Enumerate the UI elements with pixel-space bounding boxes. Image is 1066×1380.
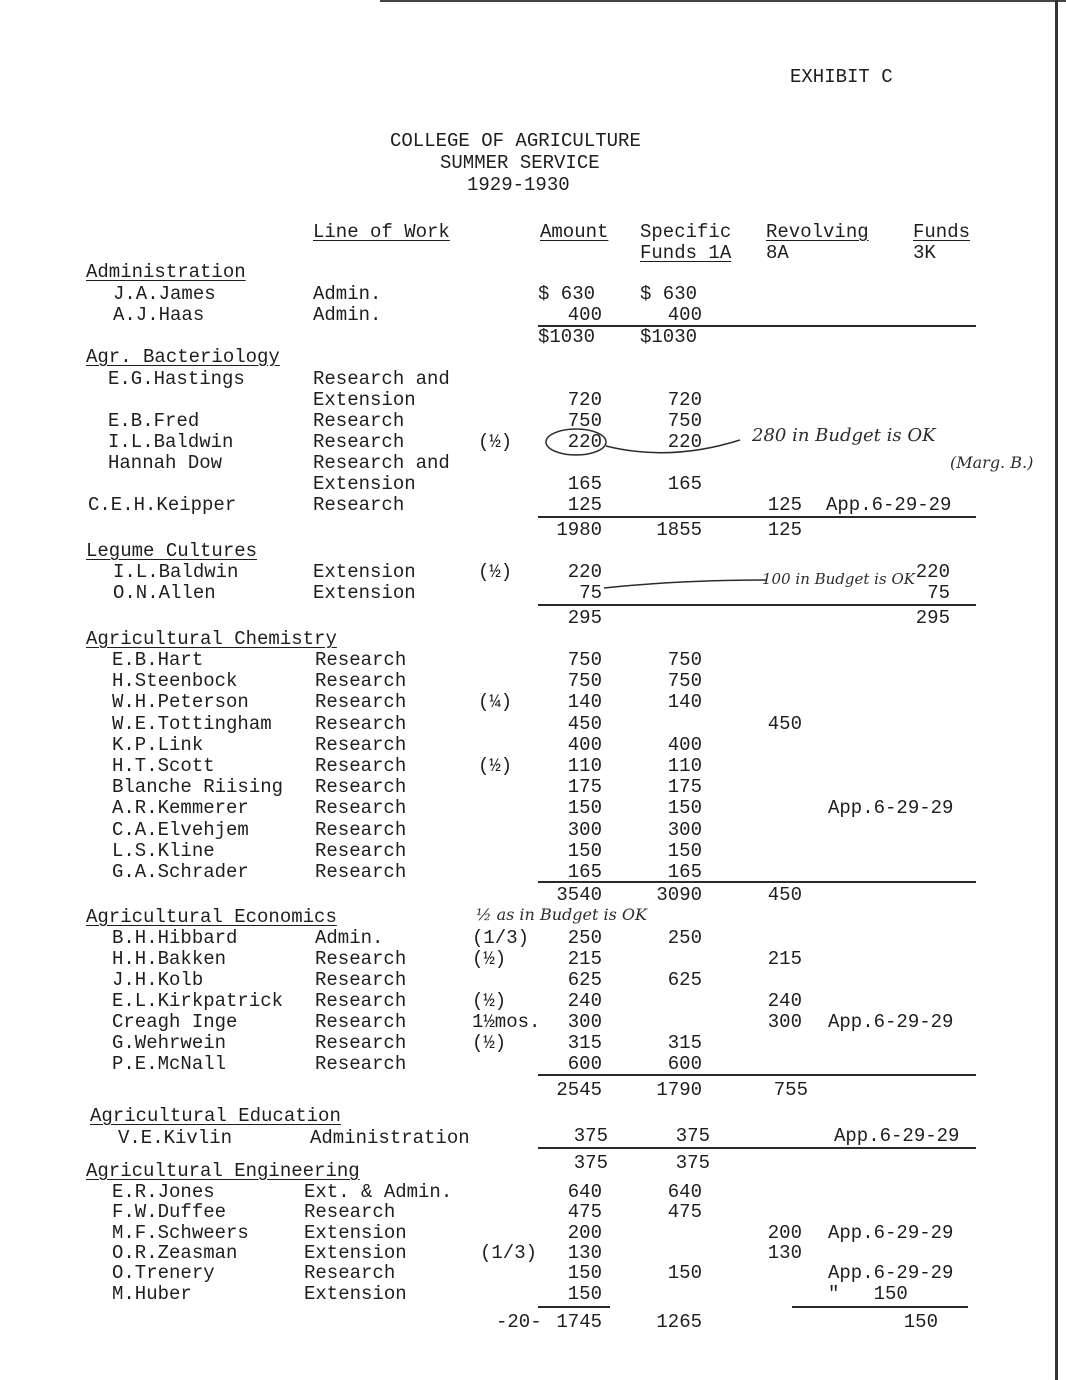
row-work: Research [304, 1201, 396, 1224]
row-funds: App.6-29-29 [834, 1125, 960, 1147]
total-amount: 2545 [556, 1079, 602, 1101]
row-funds: App.6-29-29 [828, 1221, 954, 1244]
rule [538, 604, 976, 606]
row-name: C.E.H.Keipper [88, 494, 237, 516]
row-amount: 250 [567, 927, 602, 949]
row-amount: 215 [567, 948, 602, 970]
row-name: Hannah Dow [108, 452, 223, 474]
row-name: V.E.Kivlin [118, 1127, 233, 1149]
handwritten-note: 100 in Budget is OK [762, 570, 915, 588]
row-specific: 400 [667, 733, 702, 756]
rule [538, 325, 976, 327]
row-name: J.A.James [113, 283, 216, 305]
exhibit-label: EXHIBIT C [790, 66, 893, 88]
row-work: Research [315, 1032, 407, 1054]
row-name: I.L.Baldwin [113, 561, 239, 583]
row-work: Extension [304, 1282, 407, 1305]
row-work: Research and [313, 368, 450, 390]
section-title: Agricultural Education [90, 1105, 341, 1127]
row-specific: 400 [667, 304, 702, 326]
row-fraction: (¼) [478, 691, 513, 714]
row-work: Research [315, 861, 407, 883]
row-work: Research [315, 797, 407, 820]
total-amount: 295 [567, 607, 602, 629]
header-line-of-work: Line of Work [313, 221, 450, 243]
total-specific: 375 [675, 1152, 710, 1174]
row-funds: 75 [927, 582, 950, 604]
row-work: Research [313, 431, 405, 453]
section-title: Agricultural Chemistry [86, 628, 337, 650]
total-specific: 3090 [656, 884, 702, 906]
row-work: Research [315, 712, 407, 735]
row-name: G.Wehrwein [112, 1032, 227, 1054]
row-revolving: 125 [767, 494, 802, 516]
rule [538, 881, 976, 883]
row-amount: $ 630 [538, 283, 596, 305]
row-specific: 165 [667, 861, 702, 883]
header-funds-3k: 3K [913, 242, 936, 264]
row-amount: 240 [567, 990, 602, 1012]
row-work: Administration [310, 1127, 470, 1149]
row-specific: 165 [667, 473, 702, 495]
row-work: Research [315, 1011, 407, 1033]
row-work: Research [315, 776, 407, 799]
row-work: Admin. [313, 283, 382, 305]
total-amount: 375 [573, 1152, 608, 1174]
row-specific: 140 [667, 691, 702, 714]
row-specific: 315 [667, 1032, 702, 1054]
row-amount: 750 [567, 670, 602, 693]
total-amount: 3540 [556, 884, 602, 906]
row-amount: 130 [567, 1241, 602, 1264]
handwritten-note: 280 in Budget is OK [752, 425, 936, 446]
row-funds: App.6-29-29 [826, 494, 952, 516]
row-revolving: 215 [767, 948, 802, 970]
handwritten-line [600, 574, 770, 594]
row-work: Research and [313, 452, 450, 474]
scan-edge-right [1055, 0, 1058, 1380]
row-amount: 640 [567, 1181, 602, 1203]
row-name: H.T.Scott [112, 755, 215, 777]
row-name: E.B.Hart [112, 649, 204, 671]
total-amount: 1980 [556, 519, 602, 541]
total-amount: $1030 [538, 326, 596, 348]
row-specific: 640 [667, 1181, 702, 1203]
row-amount: 220 [567, 431, 602, 453]
handwritten-note-initials: (Marg. B.) [950, 453, 1034, 472]
row-revolving: 450 [767, 712, 802, 735]
row-work: Extension [304, 1221, 407, 1244]
row-amount: 200 [567, 1221, 602, 1244]
row-amount: 165 [567, 473, 602, 495]
total-revolving: 450 [767, 884, 802, 906]
row-name: E.L.Kirkpatrick [112, 990, 284, 1012]
row-work-2: Extension [313, 389, 416, 411]
row-work: Research [315, 691, 407, 714]
row-funds: App.6-29-29 [828, 1262, 954, 1285]
row-amount: 400 [567, 733, 602, 756]
rule [792, 1306, 968, 1308]
row-amount: 750 [567, 410, 602, 432]
section-title: Agr. Bacteriology [86, 346, 280, 368]
section-title: Administration [86, 261, 246, 283]
row-work: Research [315, 839, 407, 862]
row-work: Research [304, 1262, 396, 1285]
handwritten-note: ½ as in Budget is OK [476, 905, 647, 924]
row-name: K.P.Link [112, 733, 204, 756]
row-work: Extension [313, 561, 416, 583]
document-year: 1929-1930 [467, 174, 570, 196]
row-funds: 220 [915, 561, 950, 583]
row-specific: 300 [667, 818, 702, 841]
total-funds: 150 [903, 1311, 938, 1333]
document-title: COLLEGE OF AGRICULTURE [390, 130, 641, 152]
row-work: Research [315, 649, 407, 671]
row-amount: 750 [567, 649, 602, 671]
row-specific: 750 [667, 670, 702, 693]
row-amount: 220 [567, 561, 602, 583]
row-specific: 475 [667, 1201, 702, 1224]
row-amount: 400 [567, 304, 602, 326]
row-work: Research [315, 670, 407, 693]
rule [538, 1147, 976, 1149]
row-name: J.H.Kolb [112, 969, 204, 991]
row-specific: 220 [667, 431, 702, 453]
row-specific: 600 [667, 1053, 702, 1075]
row-amount: 150 [567, 797, 602, 820]
page-number: -20- [496, 1311, 542, 1333]
row-specific: $ 630 [640, 283, 698, 305]
row-amount: 600 [567, 1053, 602, 1075]
row-work: Admin. [315, 927, 384, 949]
row-name: A.R.Kemmerer [112, 797, 249, 820]
total-funds: 295 [915, 607, 950, 629]
total-revolving: 755 [773, 1079, 808, 1101]
row-work: Research [315, 948, 407, 970]
row-amount: 300 [567, 818, 602, 841]
row-name: E.B.Fred [108, 410, 200, 432]
row-amount: 625 [567, 969, 602, 991]
row-work: Research [313, 410, 405, 432]
row-fraction: (½) [478, 561, 513, 583]
row-name: M.Huber [112, 1282, 192, 1305]
row-revolving: 130 [767, 1241, 802, 1264]
row-name: W.H.Peterson [112, 691, 249, 714]
row-fraction: (½) [478, 755, 513, 777]
scan-edge-top [380, 0, 1066, 2]
row-name: O.R.Zeasman [112, 1241, 238, 1264]
row-name: M.F.Schweers [112, 1221, 249, 1244]
row-name: W.E.Tottingham [112, 712, 272, 735]
row-amount: 450 [567, 712, 602, 735]
row-work-2: Extension [313, 473, 416, 495]
rule [538, 1306, 610, 1308]
row-fraction: (1/3) [472, 927, 530, 949]
header-specific-1: Specific [640, 221, 732, 243]
row-fraction: (½) [472, 948, 507, 970]
row-specific: 750 [667, 410, 702, 432]
row-specific: 250 [667, 927, 702, 949]
section-title: Legume Cultures [86, 540, 258, 562]
row-specific: 625 [667, 969, 702, 991]
row-specific: 150 [667, 797, 702, 820]
total-specific: 1855 [656, 519, 702, 541]
row-name: O.Trenery [112, 1262, 215, 1285]
row-name: Creagh Inge [112, 1011, 238, 1033]
section-title: Agricultural Engineering [86, 1160, 360, 1182]
row-name: A.J.Haas [113, 304, 205, 326]
row-name: C.A.Elvehjem [112, 818, 249, 841]
row-work: Extension [313, 582, 416, 604]
header-revolving: Revolving [766, 221, 869, 243]
row-name: F.W.Duffee [112, 1201, 227, 1224]
row-amount: 720 [567, 389, 602, 411]
row-name: E.R.Jones [112, 1181, 215, 1203]
row-specific: 150 [667, 1262, 702, 1285]
row-fraction: (½) [472, 990, 507, 1012]
row-revolving: 240 [767, 990, 802, 1012]
row-work: Research [315, 969, 407, 991]
row-name: H.Steenbock [112, 670, 238, 693]
row-work: Extension [304, 1241, 407, 1264]
row-name: O.N.Allen [113, 582, 216, 604]
total-specific: 1790 [656, 1079, 702, 1101]
row-work: Research [313, 494, 405, 516]
row-specific: 375 [675, 1125, 710, 1147]
row-funds: App.6-29-29 [828, 1011, 954, 1033]
row-amount: 315 [567, 1032, 602, 1054]
rule [538, 516, 976, 518]
row-revolving: 300 [767, 1011, 802, 1033]
row-work: Ext. & Admin. [304, 1181, 453, 1203]
row-fraction: 1½mos. [472, 1011, 541, 1033]
row-specific: 110 [667, 755, 702, 777]
row-revolving: 200 [767, 1221, 802, 1244]
row-specific: 150 [667, 839, 702, 862]
total-amount: 1745 [556, 1311, 602, 1333]
row-fraction: (1/3) [480, 1241, 538, 1264]
total-revolving: 125 [767, 519, 802, 541]
row-work: Research [315, 818, 407, 841]
row-specific: 720 [667, 389, 702, 411]
row-funds: " 150 [828, 1282, 908, 1305]
row-specific: 750 [667, 649, 702, 671]
row-name: E.G.Hastings [108, 368, 245, 390]
row-amount: 110 [567, 755, 602, 777]
row-fraction: (½) [472, 1032, 507, 1054]
row-name: G.A.Schrader [112, 861, 249, 883]
row-funds: App.6-29-29 [828, 797, 954, 820]
row-amount: 140 [567, 691, 602, 714]
row-amount: 475 [567, 1201, 602, 1224]
row-work: Research [315, 1053, 407, 1075]
row-amount: 125 [567, 494, 602, 516]
row-amount: 175 [567, 776, 602, 799]
rule [538, 1074, 976, 1076]
row-name: L.S.Kline [112, 839, 215, 862]
row-name: I.L.Baldwin [108, 431, 234, 453]
row-specific: 175 [667, 776, 702, 799]
row-name: P.E.McNall [112, 1053, 227, 1075]
row-name: H.H.Bakken [112, 948, 227, 970]
header-amount: Amount [540, 221, 609, 243]
row-amount: 150 [567, 1262, 602, 1285]
row-amount: 375 [573, 1125, 608, 1147]
section-title: Agricultural Economics [86, 906, 337, 928]
row-amount: 300 [567, 1011, 602, 1033]
row-work: Admin. [313, 304, 382, 326]
total-specific: 1265 [656, 1311, 702, 1333]
row-amount: 150 [567, 1282, 602, 1305]
row-amount: 165 [567, 861, 602, 883]
header-funds: Funds [913, 221, 971, 243]
header-revolving-8a: 8A [766, 242, 789, 264]
row-work: Research [315, 990, 407, 1012]
row-fraction: (½) [478, 431, 513, 453]
total-specific: $1030 [640, 326, 698, 348]
row-amount: 150 [567, 839, 602, 862]
row-amount: 75 [579, 582, 602, 604]
row-work: Research [315, 755, 407, 777]
row-work: Research [315, 733, 407, 756]
row-name: B.H.Hibbard [112, 927, 238, 949]
row-name: Blanche Riising [112, 776, 284, 799]
header-specific-2: Funds 1A [640, 242, 732, 264]
document-subtitle: SUMMER SERVICE [440, 152, 600, 174]
